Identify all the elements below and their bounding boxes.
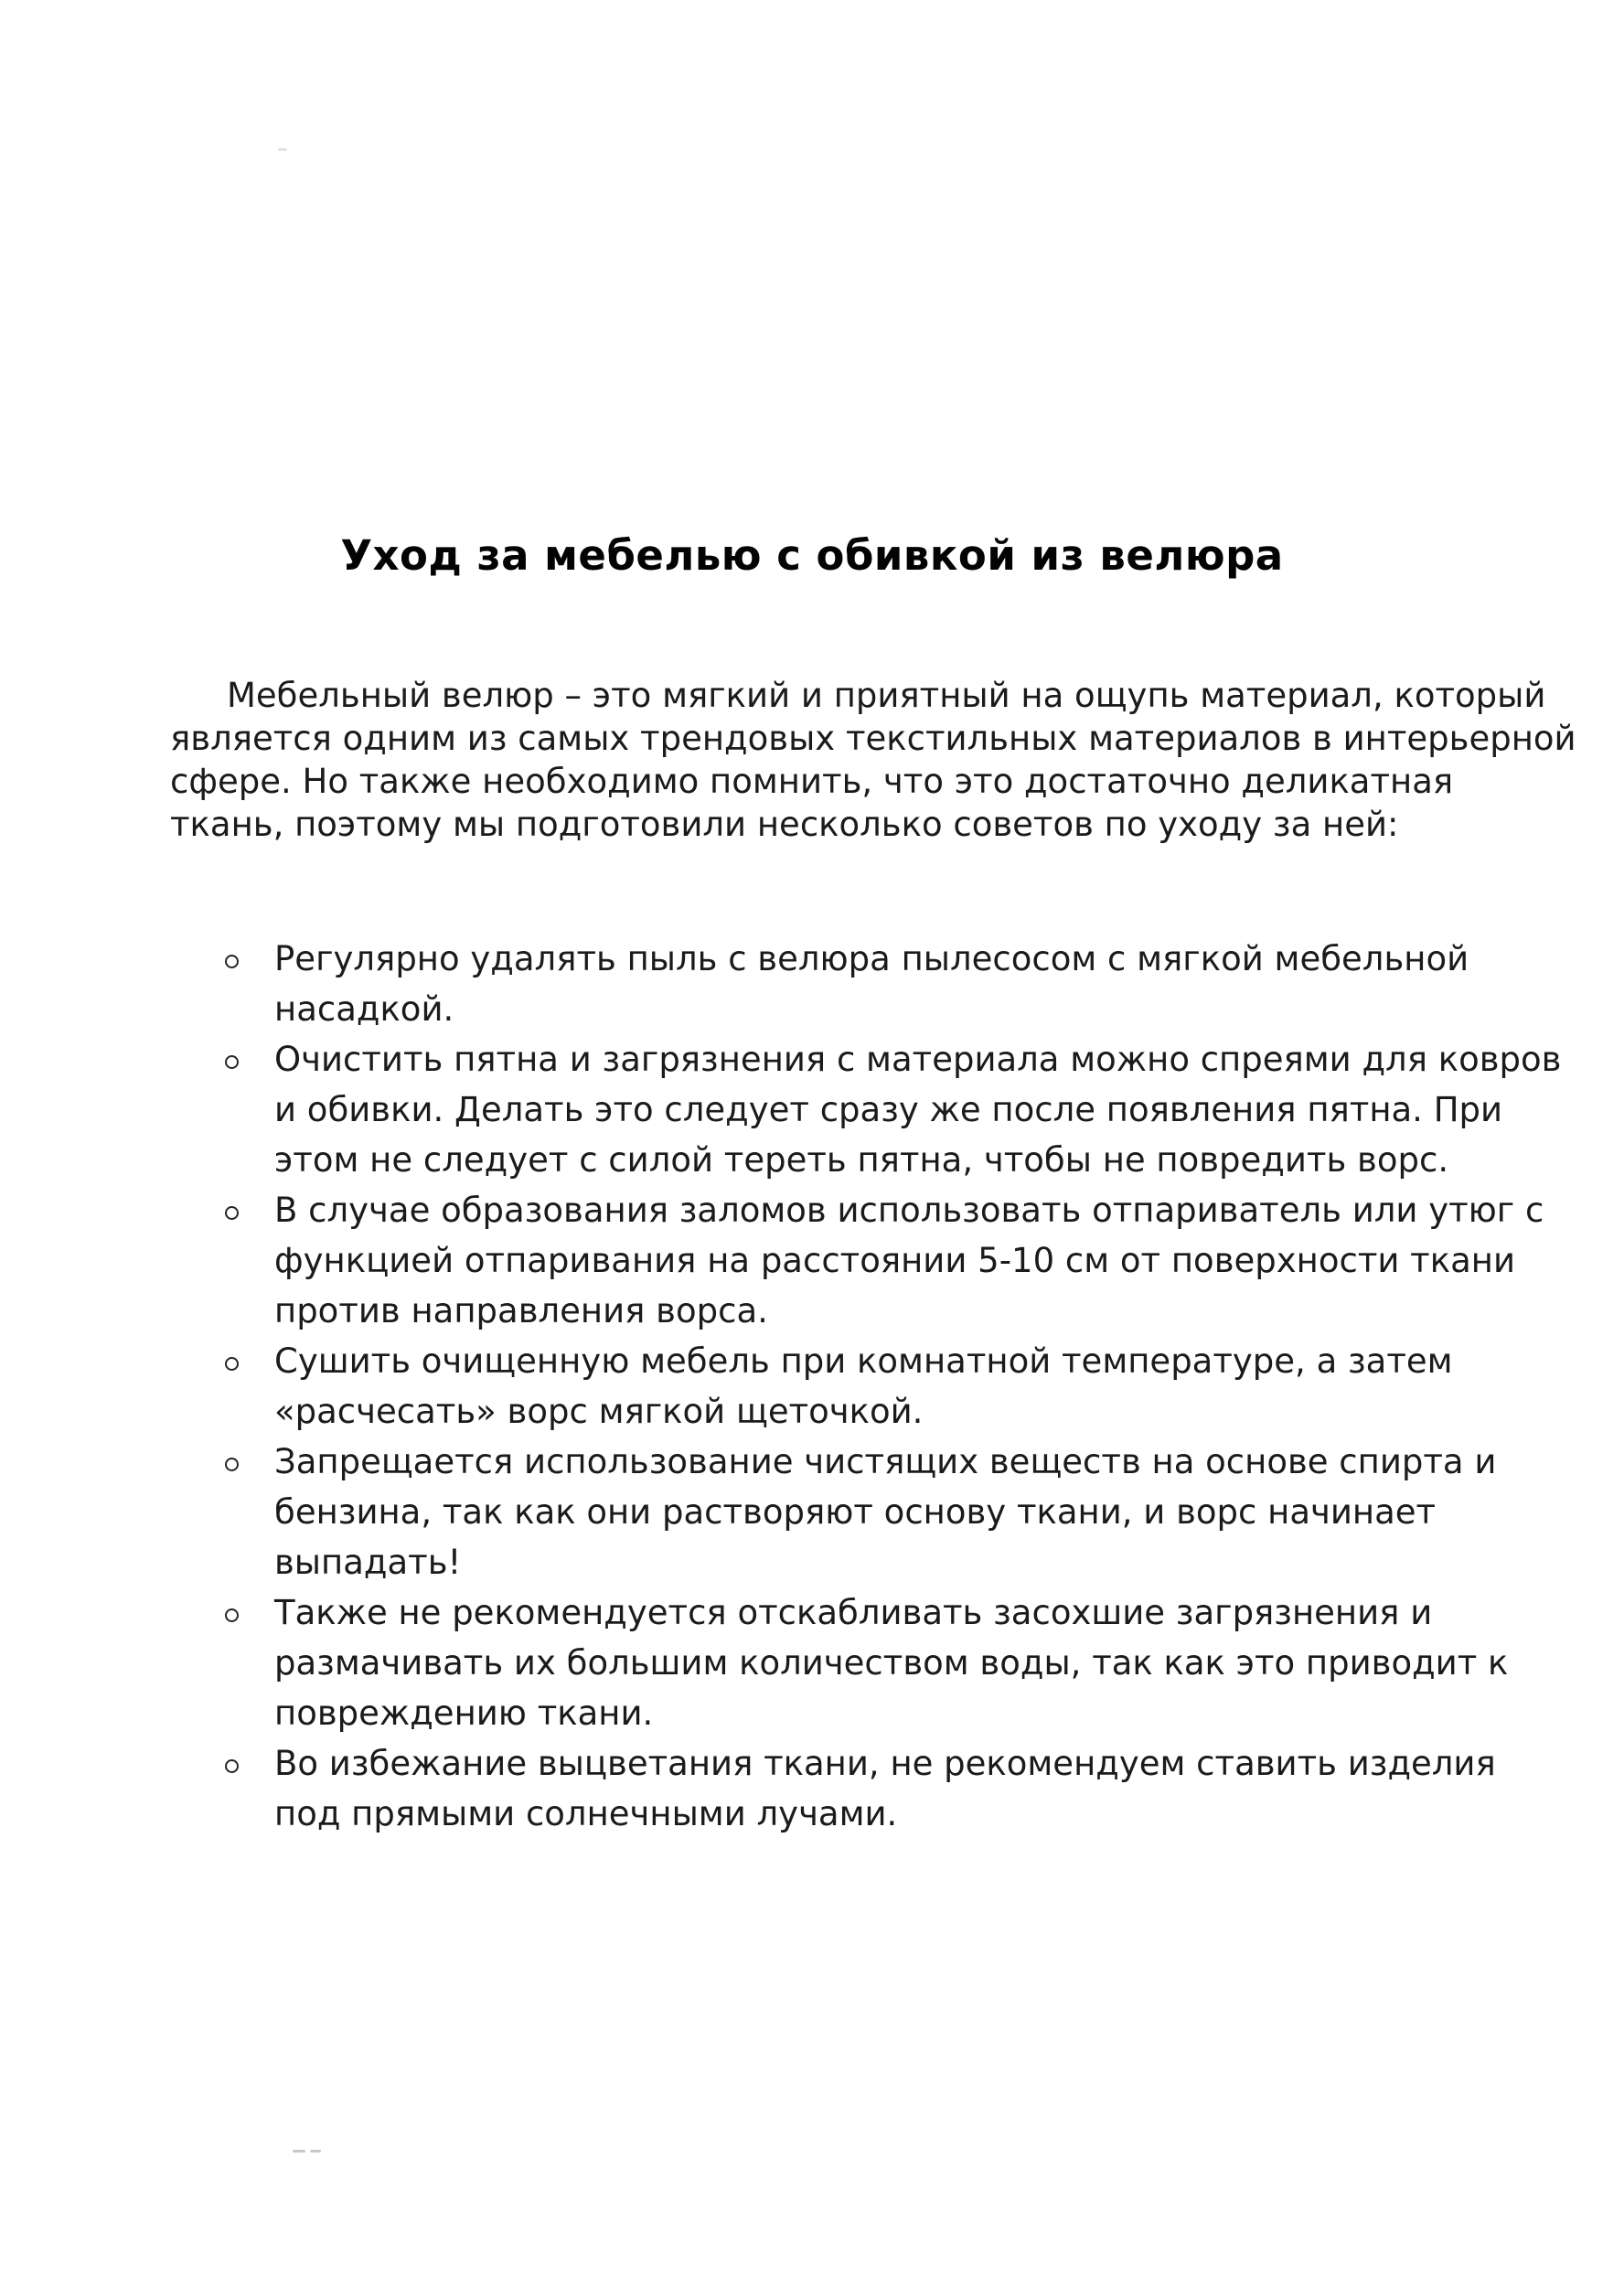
bullet-circle-icon: [225, 1458, 239, 1471]
bullet-circle-icon: [225, 1357, 239, 1371]
bullet-line: под прямыми солнечными лучами.: [274, 1794, 898, 1833]
intro-line: ткань, поэтому мы подготовили несколько советов по уходу за ней:: [170, 805, 1399, 844]
list-item-text: [274, 1437, 1496, 1587]
bullet-line: бензина, так как они растворяют основу ткани, и ворс начинает: [274, 1492, 1437, 1532]
bullet-circle-icon: [225, 1608, 239, 1622]
bullet-line: выпадать!: [274, 1543, 462, 1582]
list-item: [225, 1336, 1533, 1437]
bullet-circle-icon: [225, 955, 239, 968]
list-item: [225, 1185, 1544, 1336]
bullet-line: повреждению ткани.: [274, 1694, 654, 1733]
bullet-line: В случае образования заломов использовать отпариватель или утюг с: [274, 1191, 1544, 1230]
list-item-text: [274, 1738, 1496, 1839]
scan-artifact: [278, 148, 287, 151]
list-item-text: [274, 1185, 1544, 1336]
intro-line: является одним из самых трендовых текстильных материалов в интерьерной: [170, 719, 1576, 758]
list-item-text: [274, 1034, 1561, 1185]
list-item-text: [274, 1336, 1453, 1437]
bullet-line: Также не рекомендуется отскабливать засохшие загрязнения и: [274, 1593, 1433, 1632]
scan-artifact: [293, 2150, 321, 2153]
intro-line: сфере. Но также необходимо помнить, что это достаточно деликатная: [170, 762, 1454, 801]
list-item-text: [274, 934, 1469, 1034]
bullet-line: Очистить пятна и загрязнения с материала можно спреями для ковров: [274, 1040, 1562, 1079]
bullet-line: Регулярно удалять пыль с велюра пылесосом с мягкой мебельной: [274, 939, 1469, 978]
list-item: [225, 1437, 1533, 1587]
intro-paragraph: [170, 674, 1576, 846]
list-item-text: [274, 1587, 1508, 1738]
bullet-line: Во избежание выцветания ткани, не рекомендуем ставить изделия: [274, 1744, 1496, 1783]
page-title: Уход за мебелью с обивкой из велюра: [340, 531, 1284, 580]
bullet-circle-icon: [225, 1055, 239, 1069]
bullet-line: против направления ворса.: [274, 1291, 768, 1330]
bullet-line: этом не следует с силой тереть пятна, чтобы не повредить ворс.: [274, 1140, 1449, 1180]
intro-line: Мебельный велюр – это мягкий и приятный на ощупь материал, который: [227, 676, 1546, 715]
bullet-line: «расчесать» ворс мягкой щеточкой.: [274, 1392, 924, 1431]
care-tips-list: [225, 934, 1562, 1839]
list-item: [225, 934, 1533, 1034]
list-item: [225, 1738, 1533, 1839]
bullet-line: и обивки. Делать это следует сразу же после появления пятна. При: [274, 1090, 1503, 1129]
bullet-line: размачивать их большим количеством воды, так как это приводит к: [274, 1643, 1509, 1683]
bullet-line: насадкой.: [274, 989, 454, 1029]
list-item: [225, 1587, 1533, 1738]
bullet-circle-icon: [225, 1206, 239, 1220]
bullet-circle-icon: [225, 1759, 239, 1773]
bullet-line: Запрещается использование чистящих веществ на основе спирта и: [274, 1442, 1497, 1481]
bullet-line: Сушить очищенную мебель при комнатной температуре, а затем: [274, 1341, 1453, 1381]
bullet-line: функцией отпаривания на расстоянии 5-10 см от поверхности ткани: [274, 1241, 1515, 1280]
list-item: [225, 1034, 1562, 1185]
